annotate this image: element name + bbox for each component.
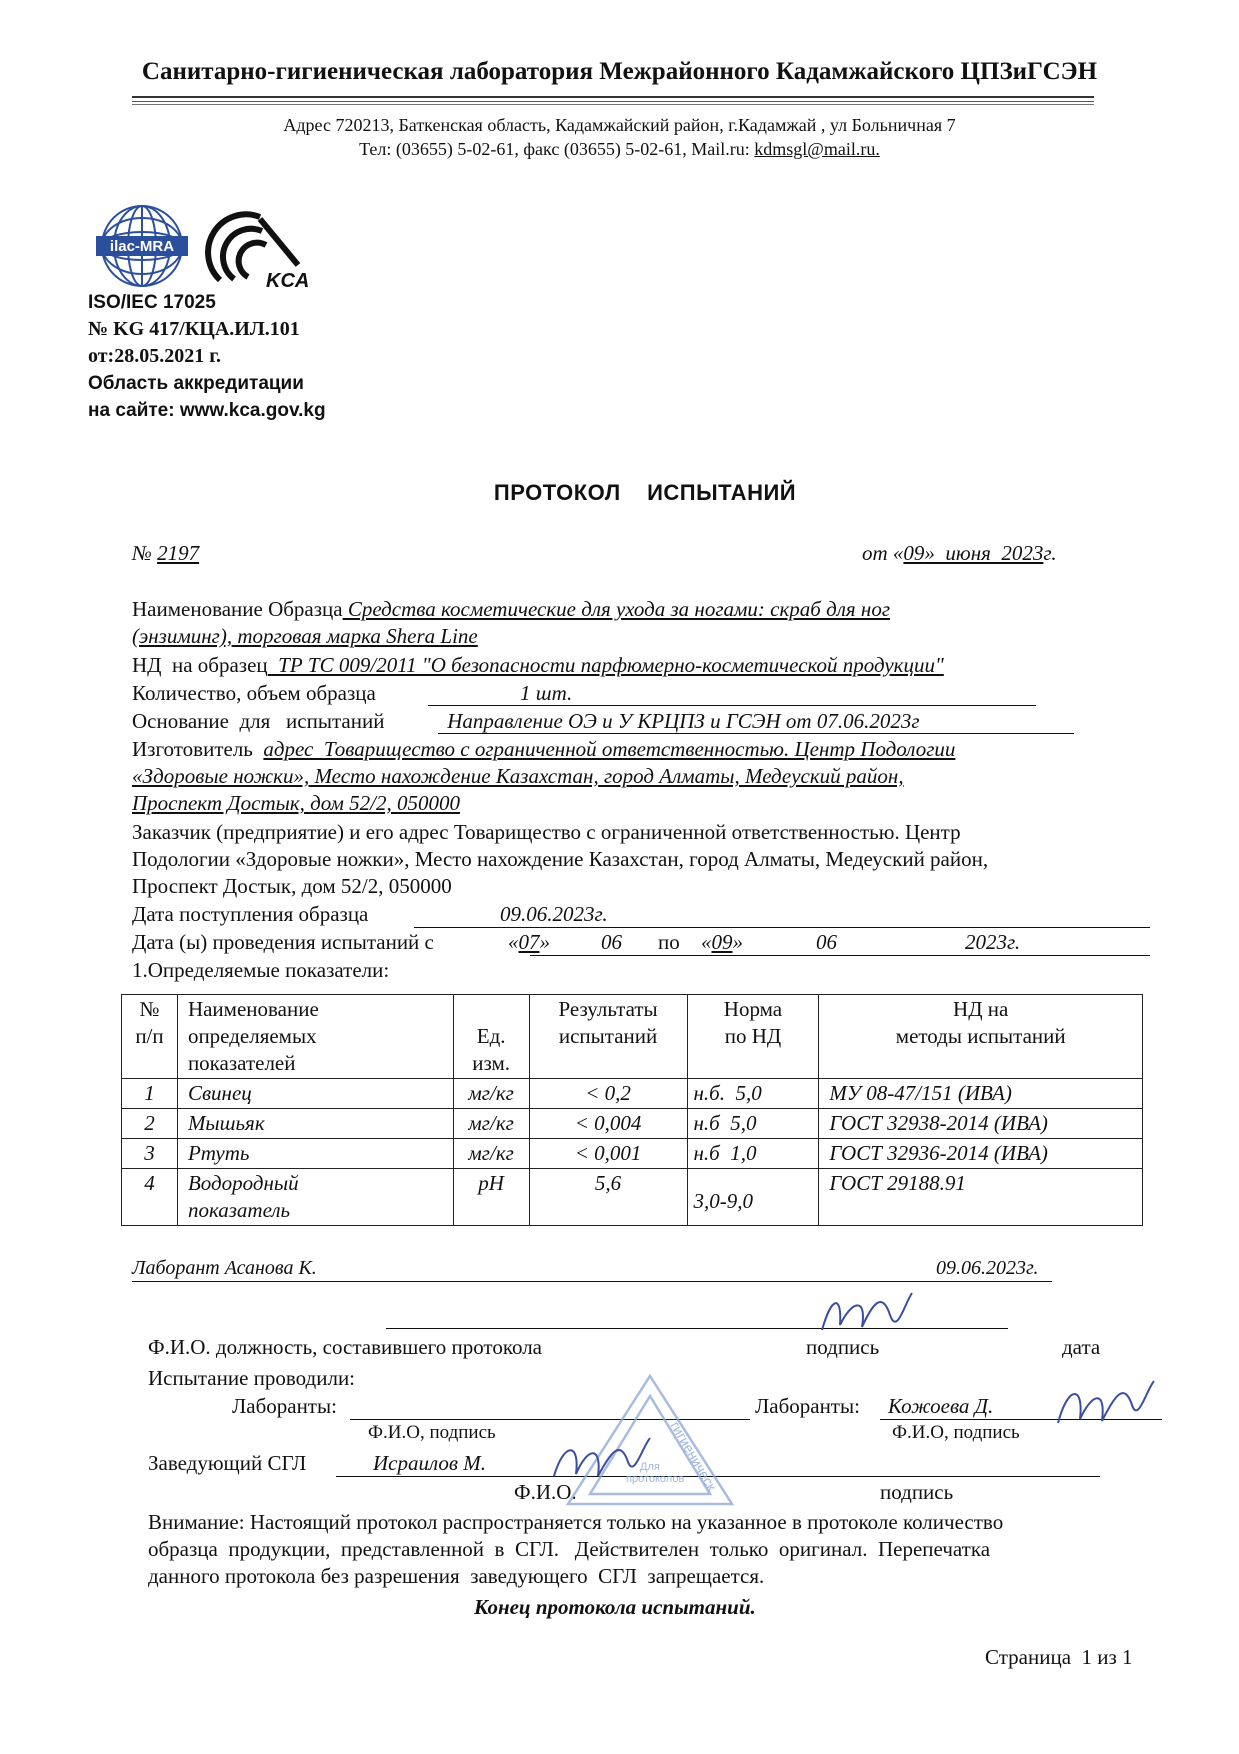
row-num: 4 — [122, 1169, 178, 1226]
stamp-text: Для — [640, 1461, 660, 1473]
row-name: Свинец — [177, 1079, 453, 1109]
row-result: < 0,001 — [529, 1139, 687, 1169]
row-method: ГОСТ 32938-2014 (ИВА) — [819, 1109, 1143, 1139]
col-header-norm: Норма по НД — [687, 995, 819, 1079]
table-row — [122, 1139, 1143, 1169]
row-result: 5,6 — [529, 1169, 687, 1226]
ilac-logo-text: ilac-MRA — [109, 238, 175, 255]
sample-name-value: Средства косметические для ухода за ногами: скраб для ног — [342, 597, 891, 621]
sample-qty-value: 1 шт. — [520, 681, 573, 705]
sample-name-label: Наименование Образца — [132, 597, 343, 621]
row-norm: 3,0-9,0 — [687, 1169, 819, 1226]
head-label: Заведующий СГЛ — [148, 1451, 307, 1475]
test-dates-underline — [530, 955, 1150, 956]
test-to-label: по — [658, 930, 680, 954]
col-header-num: № п/п — [122, 995, 178, 1079]
row-method: ГОСТ 32936-2014 (ИВА) — [819, 1139, 1143, 1169]
col-header-name: Наименование определяемых показателей — [177, 995, 453, 1079]
notice-line: данного протокола без разрешения заведующего СГЛ запрещается. — [148, 1564, 765, 1588]
sample-nd-label: НД на образец — [132, 653, 268, 677]
fio-author-caption: Ф.И.О. должность, составившего протокола — [148, 1335, 542, 1359]
maker-value-2: «Здоровые ножки», Место нахождение Казахстан, город Алматы, Медеуский район, — [132, 764, 904, 788]
fio-caption: Ф.И.О. — [514, 1480, 577, 1504]
table-row — [122, 1169, 1143, 1226]
row-method: МУ 08-47/151 (ИВА) — [819, 1079, 1143, 1109]
maker-value-3: Проспект Достык, дом 52/2, 050000 — [132, 791, 460, 815]
header-rule — [132, 96, 1094, 98]
col-header-result: Результаты испытаний — [529, 995, 687, 1079]
notice — [148, 1509, 1003, 1590]
received-label: Дата поступления образца — [132, 902, 369, 926]
protocol-date — [862, 541, 1057, 566]
protocol-date-suffix: г. — [1043, 541, 1057, 565]
row-norm: н.б. 5,0 — [687, 1079, 819, 1109]
row-unit: pH — [453, 1169, 529, 1226]
accreditation-standard: ISO/IEC 17025 — [88, 292, 216, 313]
assistants-label-2: Лаборанты: — [755, 1394, 860, 1418]
row-unit: мг/кг — [453, 1139, 529, 1169]
protocol-number-value: 2197 — [157, 541, 200, 565]
notice-line: образца продукции, представленной в СГЛ. Действителен только оригинал. Перепечатка — [148, 1537, 991, 1561]
header-rule — [132, 104, 1094, 105]
notice-line: Внимание: Настоящий протокол распространяется только на указанное в протоколе количество — [148, 1510, 1004, 1534]
ilac-mra-logo — [96, 200, 188, 292]
accreditation-number: № KG 417/КЦА.ИЛ.101 — [88, 318, 300, 340]
page-number: Страница 1 из 1 — [985, 1645, 1133, 1669]
test-dates-label: Дата (ы) проведения испытаний с — [132, 930, 434, 954]
row-norm: н.б 1,0 — [687, 1139, 819, 1169]
document-title: ПРОТОКОЛ ИСПЫТАНИЙ — [493, 480, 797, 505]
received-value: 09.06.2023г. — [500, 902, 608, 926]
table-header-row — [122, 995, 1143, 1079]
lab-name: Санитарно-гигиеническая лаборатория Межрайонного Кадамжайского ЦПЗиГСЭН — [141, 58, 1098, 85]
lab-assistant-underline — [132, 1281, 1052, 1282]
email-link[interactable]: kdmsgl@mail.ru. — [754, 139, 880, 159]
protocol-date-day: 09 — [903, 541, 925, 565]
customer-line-1: Заказчик (предприятие) и его адрес Товарищество с ограниченной ответственностью. Центр — [132, 820, 961, 844]
test-from-day: «07» — [508, 930, 550, 954]
fio-sig-caption-1: Ф.И.О, подпись — [368, 1422, 496, 1443]
row-name: Мышьяк — [177, 1109, 453, 1139]
header-rule — [132, 101, 1094, 102]
protocol-number — [132, 541, 199, 566]
col-header-unit: Ед. изм. — [453, 995, 529, 1079]
kca-logo-text: KCA — [266, 270, 310, 292]
protocol-date-prefix: от « — [862, 541, 904, 565]
test-to-day: «09» — [701, 930, 743, 954]
sample-qty-label: Количество, объем образца — [132, 681, 376, 705]
signature-drawing — [812, 1285, 922, 1345]
col-header-method: НД на методы испытаний — [819, 995, 1143, 1079]
maker-label: Изготовитель — [132, 737, 253, 761]
customer-line-2: Подологии «Здоровые ножки», Место нахождение Казахстан, город Алматы, Медеуский район, — [132, 847, 989, 871]
contacts-text: Тел: (03655) 5-02-61, факс (03655) 5-02-61, Mail.ru: — [359, 139, 755, 159]
stamp-text: протоколов — [626, 1473, 685, 1485]
accreditation-site: на сайте: www.kca.gov.kg — [88, 400, 326, 421]
accreditation-block — [88, 289, 326, 424]
sample-basis-label: Основание для испытаний — [132, 709, 385, 733]
sample-nd-value: ТР ТС 009/2011 "О безопасности парфюмерно-косметической продукции" — [267, 653, 944, 677]
test-to-year: 2023г. — [965, 930, 1021, 954]
tests-by-label: Испытание проводили: — [148, 1366, 356, 1390]
end-of-protocol: Конец протокола испытаний. — [474, 1595, 756, 1619]
row-num: 3 — [122, 1139, 178, 1169]
lab-address: Адрес 720213, Баткенская область, Кадамжайский район, г.Кадамжай , ул Больничная 7 — [283, 115, 956, 135]
accreditation-date: от:28.05.2021 г. — [88, 345, 222, 367]
indicators-label: 1.Определяемые показатели: — [132, 958, 390, 982]
assistants-label-1: Лаборанты: — [232, 1394, 337, 1418]
protocol-number-prefix: № — [132, 541, 158, 565]
sample-basis-value: Направление ОЭ и У КРЦПЗ и ГСЭН от 07.06.2023г — [442, 709, 920, 733]
accreditation-scope: Область аккредитации — [88, 373, 304, 394]
sample-basis-row — [132, 708, 384, 735]
to-day-value: 09 — [711, 930, 733, 954]
sample-name-row — [132, 596, 890, 623]
maker-value: адрес Товарищество с ограниченной ответственностью. Центр Подологии — [263, 737, 956, 761]
fio-sig-caption-2: Ф.И.О, подпись — [892, 1422, 1020, 1443]
sample-nd-row — [132, 652, 944, 679]
row-unit: мг/кг — [453, 1079, 529, 1109]
table-row — [122, 1109, 1143, 1139]
head-name: Исраилов М. — [373, 1451, 487, 1475]
row-name: Ртуть — [177, 1139, 453, 1169]
table-row — [122, 1079, 1143, 1109]
kca-logo — [200, 205, 310, 295]
results-table — [121, 994, 1143, 1226]
assistant-2-name: Кожоева Д. — [888, 1394, 994, 1418]
test-from-month: 06 — [601, 930, 622, 954]
test-to-month: 06 — [816, 930, 837, 954]
signature-caption: подпись — [806, 1335, 880, 1359]
row-num: 1 — [122, 1079, 178, 1109]
row-result: < 0,2 — [529, 1079, 687, 1109]
row-norm: н.б 5,0 — [687, 1109, 819, 1139]
lab-contacts — [0, 139, 1239, 160]
signature-drawing — [1050, 1375, 1160, 1435]
lab-assistant: Лаборант Асанова К. — [132, 1257, 317, 1279]
date-caption: дата — [1062, 1335, 1101, 1359]
row-num: 2 — [122, 1109, 178, 1139]
stamp-text: гигиеническ — [667, 1418, 720, 1494]
row-unit: мг/кг — [453, 1109, 529, 1139]
customer-line-3: Проспект Достык, дом 52/2, 050000 — [132, 874, 452, 898]
from-day-value: 07 — [518, 930, 540, 954]
sample-name-value-2: (энзиминг), торговая марка Shera Line — [132, 624, 478, 648]
row-result: < 0,004 — [529, 1109, 687, 1139]
row-method: ГОСТ 29188.91 — [819, 1169, 1143, 1226]
protocol-date-rest: » июня 2023 — [924, 541, 1044, 565]
lab-date: 09.06.2023г. — [936, 1257, 1039, 1279]
signature-caption-2: подпись — [880, 1480, 954, 1504]
signature-drawing — [548, 1430, 658, 1490]
row-name: Водородный показатель — [177, 1169, 453, 1226]
maker-row — [132, 736, 955, 763]
